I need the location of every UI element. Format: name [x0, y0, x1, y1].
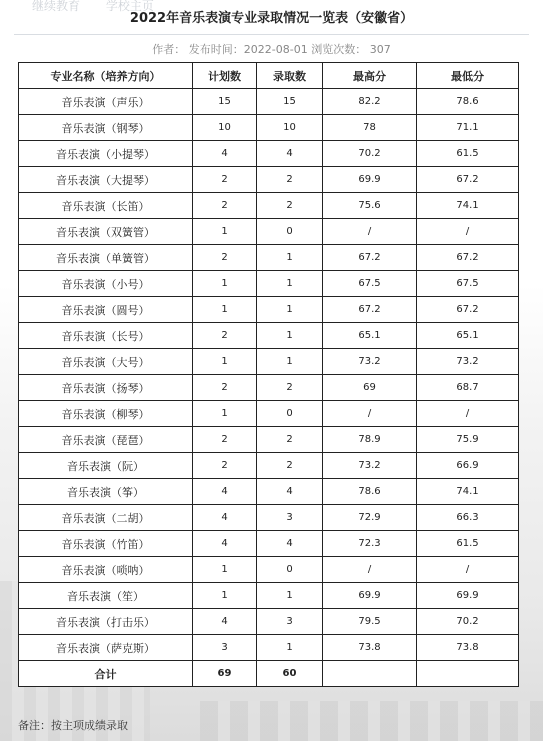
table-row: [19, 375, 519, 401]
table-row: [19, 505, 519, 531]
cell-max-score: /: [323, 401, 417, 427]
table-row: [19, 479, 519, 505]
cell-major: 音乐表演（筝）: [19, 479, 193, 505]
cell-major: 音乐表演（竹笛）: [19, 531, 193, 557]
header-plan: 计划数: [193, 63, 257, 89]
total-cell-max-score: [323, 661, 417, 687]
cell-min-score: 67.2: [417, 167, 519, 193]
table-row: [19, 453, 519, 479]
cell-plan: 1: [193, 349, 257, 375]
cell-max-score: 73.8: [323, 635, 417, 661]
cell-major: 音乐表演（声乐）: [19, 89, 193, 115]
table-row: [19, 193, 519, 219]
cell-admitted: 1: [257, 635, 323, 661]
cell-admitted: 0: [257, 401, 323, 427]
cell-max-score: 69.9: [323, 167, 417, 193]
cell-plan: 4: [193, 505, 257, 531]
cell-plan: 4: [193, 531, 257, 557]
article-meta: 作者： 发布时间：2022-08-01 浏览次数： 307: [152, 43, 391, 56]
cell-admitted: 1: [257, 297, 323, 323]
cell-max-score: 78.6: [323, 479, 417, 505]
cell-max-score: 69: [323, 375, 417, 401]
cell-admitted: 2: [257, 453, 323, 479]
total-cell-min-score: [417, 661, 519, 687]
table-row: [19, 167, 519, 193]
table-row: [19, 583, 519, 609]
cell-major: 音乐表演（阮）: [19, 453, 193, 479]
table-row: [19, 89, 519, 115]
footnote: 备注：按主项成绩录取: [18, 719, 128, 732]
cell-admitted: 4: [257, 141, 323, 167]
cell-admitted: 1: [257, 323, 323, 349]
cell-major: 音乐表演（扬琴）: [19, 375, 193, 401]
table-row: [19, 349, 519, 375]
header-major: 专业名称（培养方向）: [19, 63, 193, 89]
cell-min-score: 67.2: [417, 297, 519, 323]
header-admitted: 录取数: [257, 63, 323, 89]
cell-plan: 2: [193, 375, 257, 401]
cell-plan: 1: [193, 583, 257, 609]
cell-major: 音乐表演（笙）: [19, 583, 193, 609]
cell-major: 音乐表演（双簧管）: [19, 219, 193, 245]
total-cell-plan: 69: [193, 661, 257, 687]
cell-admitted: 2: [257, 167, 323, 193]
nav-link-continuing-education[interactable]: 继续教育: [32, 0, 81, 13]
cell-major: 音乐表演（大提琴）: [19, 167, 193, 193]
header-min-score: 最低分: [417, 63, 519, 89]
cell-max-score: 65.1: [323, 323, 417, 349]
cell-min-score: 74.1: [417, 193, 519, 219]
table-body: [19, 89, 519, 687]
cell-admitted: 4: [257, 531, 323, 557]
cell-major: 音乐表演（柳琴）: [19, 401, 193, 427]
cell-major: 音乐表演（萨克斯）: [19, 635, 193, 661]
cell-max-score: 73.2: [323, 453, 417, 479]
cell-min-score: 66.3: [417, 505, 519, 531]
cell-plan: 15: [193, 89, 257, 115]
cell-major: 音乐表演（小号）: [19, 271, 193, 297]
table-row: [19, 609, 519, 635]
cell-max-score: 82.2: [323, 89, 417, 115]
cell-min-score: 61.5: [417, 141, 519, 167]
cell-max-score: 72.3: [323, 531, 417, 557]
cell-plan: 2: [193, 167, 257, 193]
admission-table: [18, 62, 519, 687]
cell-max-score: 69.9: [323, 583, 417, 609]
cell-major: 音乐表演（长号）: [19, 323, 193, 349]
cell-min-score: 61.5: [417, 531, 519, 557]
cell-admitted: 2: [257, 375, 323, 401]
cell-max-score: 73.2: [323, 349, 417, 375]
cell-admitted: 1: [257, 583, 323, 609]
cell-min-score: 75.9: [417, 427, 519, 453]
cell-plan: 2: [193, 427, 257, 453]
table-row: [19, 297, 519, 323]
cell-min-score: 69.9: [417, 583, 519, 609]
table-row: [19, 557, 519, 583]
table-row: [19, 531, 519, 557]
cell-admitted: 3: [257, 609, 323, 635]
cell-admitted: 2: [257, 427, 323, 453]
cell-admitted: 1: [257, 349, 323, 375]
table-row: [19, 271, 519, 297]
table-row: [19, 219, 519, 245]
table-row: [19, 245, 519, 271]
cell-plan: 1: [193, 401, 257, 427]
cell-plan: 10: [193, 115, 257, 141]
cell-min-score: 66.9: [417, 453, 519, 479]
cell-min-score: 65.1: [417, 323, 519, 349]
table-row: [19, 635, 519, 661]
table-row: [19, 141, 519, 167]
cell-plan: 1: [193, 219, 257, 245]
cell-max-score: 70.2: [323, 141, 417, 167]
header-max-score: 最高分: [323, 63, 417, 89]
cell-admitted: 1: [257, 245, 323, 271]
cell-major: 音乐表演（二胡）: [19, 505, 193, 531]
table-row: [19, 401, 519, 427]
cell-min-score: 67.5: [417, 271, 519, 297]
cell-min-score: /: [417, 557, 519, 583]
cell-major: 音乐表演（唢呐）: [19, 557, 193, 583]
cell-plan: 2: [193, 245, 257, 271]
table-row: [19, 115, 519, 141]
cell-admitted: 15: [257, 89, 323, 115]
cell-min-score: /: [417, 401, 519, 427]
cell-major: 音乐表演（小提琴）: [19, 141, 193, 167]
cell-min-score: 71.1: [417, 115, 519, 141]
cell-max-score: 67.5: [323, 271, 417, 297]
cell-plan: 2: [193, 193, 257, 219]
cell-plan: 4: [193, 479, 257, 505]
page-title: 2022年音乐表演专业录取情况一览表（安徽省）: [129, 11, 414, 26]
cell-admitted: 0: [257, 557, 323, 583]
cell-min-score: 68.7: [417, 375, 519, 401]
background-building-image-right: [200, 701, 543, 741]
cell-max-score: 78.9: [323, 427, 417, 453]
cell-major: 音乐表演（长笛）: [19, 193, 193, 219]
cell-major: 音乐表演（琵琶）: [19, 427, 193, 453]
cell-max-score: 67.2: [323, 245, 417, 271]
table-header-row: [19, 63, 519, 89]
cell-min-score: 70.2: [417, 609, 519, 635]
cell-min-score: 73.2: [417, 349, 519, 375]
cell-min-score: /: [417, 219, 519, 245]
table-row: [19, 323, 519, 349]
cell-max-score: 78: [323, 115, 417, 141]
table-total-row: [19, 661, 519, 687]
cell-plan: 1: [193, 557, 257, 583]
cell-major: 音乐表演（大号）: [19, 349, 193, 375]
cell-min-score: 74.1: [417, 479, 519, 505]
cell-min-score: 67.2: [417, 245, 519, 271]
cell-min-score: 78.6: [417, 89, 519, 115]
cell-major: 音乐表演（钢琴）: [19, 115, 193, 141]
cell-admitted: 3: [257, 505, 323, 531]
table-row: [19, 427, 519, 453]
cell-max-score: 79.5: [323, 609, 417, 635]
cell-max-score: 72.9: [323, 505, 417, 531]
cell-major: 音乐表演（圆号）: [19, 297, 193, 323]
cell-admitted: 2: [257, 193, 323, 219]
cell-max-score: /: [323, 557, 417, 583]
cell-max-score: 67.2: [323, 297, 417, 323]
cell-plan: 2: [193, 323, 257, 349]
cell-admitted: 4: [257, 479, 323, 505]
cell-major: 音乐表演（打击乐）: [19, 609, 193, 635]
title-divider: [14, 34, 529, 35]
cell-plan: 2: [193, 453, 257, 479]
cell-min-score: 73.8: [417, 635, 519, 661]
cell-max-score: 75.6: [323, 193, 417, 219]
cell-plan: 3: [193, 635, 257, 661]
cell-plan: 1: [193, 297, 257, 323]
cell-admitted: 0: [257, 219, 323, 245]
total-cell-admitted: 60: [257, 661, 323, 687]
cell-plan: 4: [193, 141, 257, 167]
total-cell-major: 合计: [19, 661, 193, 687]
cell-admitted: 1: [257, 271, 323, 297]
nav-link-school-home[interactable]: 学校主页: [105, 0, 154, 13]
cell-max-score: /: [323, 219, 417, 245]
cell-admitted: 10: [257, 115, 323, 141]
cell-plan: 1: [193, 271, 257, 297]
cell-major: 音乐表演（单簧管）: [19, 245, 193, 271]
cell-plan: 4: [193, 609, 257, 635]
